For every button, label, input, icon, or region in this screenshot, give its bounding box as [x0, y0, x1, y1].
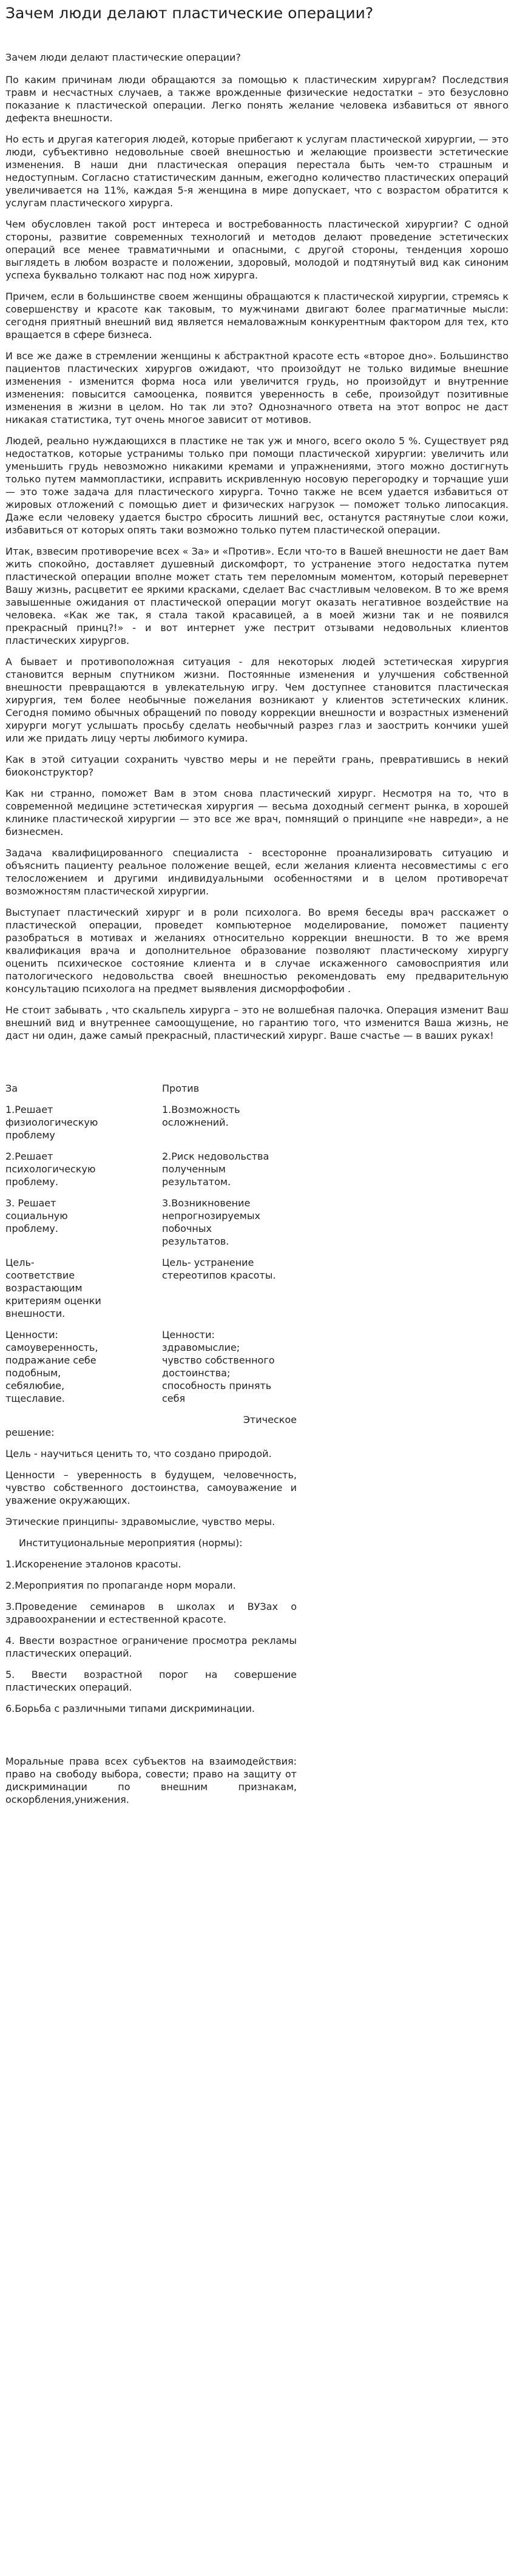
spacer — [5, 1723, 297, 1739]
ethics-title-cont: решение: — [5, 1427, 55, 1438]
header-za: За — [5, 1083, 18, 1094]
list-item: 2.Мероприятия по пропаганде норм морали. — [5, 1580, 236, 1591]
list-item: 3.Проведение семинаров в школах и ВУЗах о здравоохранении и естественной красоте. — [5, 1601, 297, 1625]
paragraph: Как ни странно, поможет Вам в этом снова пластический хирург. Несмотря на то, что в современной медицине эстетическая хирургия — весьма доходный сегмент рынка, в хорошей клинике пластической хирургии — это все же врач, помнящий о принципе «не навреди», а не бизнесмен. — [5, 788, 509, 837]
article-subtitle: Зачем люди делают пластические операции? — [5, 52, 241, 63]
paragraph: Итак, взвесим противоречие всех « За» и «Против». Если что-то в Вашей внешности не дает Вам жить спокойно, доставляет душевный дискомфорт, то устранение этого недостатка путем пластической операции вполне может стать тем переломным моментом, который перевернет Вашу жизнь, расцветит ее яркими красками, сделает Вас счастливым человеком. В то же время завышенные ожидания от пластической операции могут оказать негативное воздействие на человека. «Как же так, я стала такой красавицей, а в моей жизни так и не появился прекрасный принц?!» - и вот интернет уже пестрит отзывами недовольных клиентов пластических хирургов. — [5, 546, 509, 646]
cell-za: 1.Решает физиологическую проблему — [5, 1104, 98, 1141]
list-item: 6.Борьба с различными типами дискриминации. — [5, 1703, 255, 1714]
ethics-title: Этическое — [243, 1414, 297, 1425]
ethics-values: Ценности – уверенность в будущем, человечность, чувство собственного достоинства, самоуважение и уважение окружающих. — [5, 1469, 297, 1506]
paragraph: А бывает и противоположная ситуация - для некоторых людей эстетическая хирургия становится верным спутником жизни. Постоянные изменения и улучшения собственной внешности превращаются в увлекательную игру. Чем доступнее становится пластическая хирургия, тем более необычные пожелания возникают у клиентов эстетических клиник. Сегодня помимо обычных обращений по поводу коррекции внешности и возрастных изменений хирурги могут услышать просьбу сделать необычный разрез глаз и заострить кончики ушей или же придать лицу черты любимого кумира. — [5, 656, 509, 744]
spacer — [5, 1739, 297, 1755]
table-header-row — [5, 1082, 509, 1095]
table-row — [5, 1197, 509, 1248]
list-item: 4. Ввести возрастное ограничение просмотра рекламы пластических операций. — [5, 1635, 297, 1659]
article-page — [0, 4, 514, 1806]
page-title: Зачем люди делают пластические операции? — [5, 4, 374, 22]
table-row — [5, 1256, 509, 1320]
cell-protiv: 1.Возможность осложнений. — [162, 1104, 240, 1128]
cell-za: 2.Решает психологическую проблему. — [5, 1151, 96, 1188]
cell-za: 3. Решает социальную проблему. — [5, 1197, 68, 1234]
paragraph: По каким причинам люди обращаются за помощью к пластическим хирургам? Последствия травм и несчастных случаев, а также врожденные физические недостатки – это безусловно показание к пластической операции. Легко понять желание человека избавиться от явного дефекта внешности. — [5, 74, 509, 124]
ethics-section — [5, 1413, 297, 1806]
ethics-principles: Этические принципы- здравомыслие, чувство меры. — [5, 1516, 276, 1527]
spacer — [5, 1066, 509, 1082]
paragraph: Не стоит забывать , что скальпель хирурга – это не волшебная палочка. Операция изменит Ваш внешний вид и внутреннее самоощущение, но гарантию того, что изменится Ваша жизнь, не даст ни один, даже самый прекрасный, пластический хирург. Ваше счастье — в ваших руках! — [5, 1004, 509, 1041]
list-item: 5. Ввести возрастной порог на совершение пластических операций. — [5, 1669, 297, 1693]
cell-protiv: Ценности: здравомыслие; чувство собственного достоинства; способность принять себя — [162, 1329, 275, 1404]
moral-rights: Моральные права всех субъектов на взаимодействия: право на свободу выбора, совести; право на защиту от дискриминации по внешним признакам, оскорбления,унижения. — [5, 1756, 297, 1805]
table-row — [5, 1103, 509, 1141]
cell-protiv: 2.Риск недовольства полученным результатом. — [162, 1151, 269, 1188]
paragraph: Как в этой ситуации сохранить чувство меры и не перейти грань, превратившись в некий биоконструктор? — [5, 754, 509, 778]
spacer — [5, 1050, 509, 1066]
cell-za: Цель- соответствие возрастающим критериям оценки внешности. — [5, 1257, 101, 1319]
measures-title: Институциональные мероприятия (нормы): — [19, 1537, 243, 1549]
paragraph: Задача квалифицированного специалиста - всесторонне проанализировать ситуацию и объяснить пациенту реальное положение вещей, если желания клиента несовместимы с его телосложением и другими индивидуальными особенностями и в целом противоречат возможностям пластической хирургии. — [5, 847, 509, 897]
cell-za: Ценности: самоуверенность, подражание себе подобным, себялюбие, тщеславие. — [5, 1329, 98, 1404]
paragraph: Но есть и другая категория людей, которые прибегают к услугам пластической хирургии, — это люди, субъективно недовольные своей внешностью и желающие произвести эстетические изменения. В наши дни пластическая операция перестала быть чем-то страшным и недоступным. Согласно статистическим данным, ежегодно количество пластических операций увеличивается на 11%, каждая 5-я женщина в мире допускает, что с возрастом обратится к услугам пластического хирурга. — [5, 134, 509, 209]
table-row — [5, 1328, 509, 1405]
ethics-goal: Цель - научиться ценить то, что создано природой. — [5, 1448, 272, 1459]
pros-cons-table — [5, 1082, 509, 1405]
paragraph: Выступает пластический хирург и в роли психолога. Во время беседы врач расскажет о пластической операции, проведет компьютерное моделирование, поможет пациенту разобраться в мотивах и желаниях относительно коррекции внешности. В то же время квалификация врача и дополнительное образование позволяют пластическому хирургу оценить психическое состояние клиента и в случае искаженного самовосприятия или патологического недовольства своей внешностью рекомендовать ему предварительную консультацию психолога на предмет выявления дисморфофобии . — [5, 907, 509, 995]
cell-protiv: Цель- устранение стереотипов красоты. — [162, 1257, 276, 1281]
paragraph: Людей, реально нуждающихся в пластике не так уж и много, всего около 5 %. Существует ряд недостатков, которые устранимы только при помощи пластической хирургии: увеличить или уменьшить грудь невозможно никакими кремами и упражнениями, этого можно достигнуть только путем маммопластики, исправить искривленную носовую перегородку и торчащие уши — это тоже задача для пластического хирурга. Точно также не всем удается избавиться от жировых отложений с помощью диет и физических нагрузок — поможет только липосакция. Даже если человеку удается быстро сбросить лишний вес, останутся растянутые слои кожи, избавиться от которых опять таки возможно только путем пластической операции. — [5, 435, 509, 536]
header-protiv: Против — [162, 1083, 200, 1094]
cell-protiv: 3.Возникновение непрогнозируемых побочных результатов. — [162, 1197, 260, 1247]
paragraph: Причем, если в большинстве своем женщины обращаются к пластической хирургии, стремясь к совершенству и красоте как таковым, то мужчинами двигают более прагматичные мысли: сегодня приятный внешний вид является немаловажным конкурентным фактором для тех, кто вращается в сфере бизнеса. — [5, 291, 509, 340]
list-item: 1.Искоренение эталонов красоты. — [5, 1558, 181, 1570]
paragraph: Чем обусловлен такой рост интереса и востребованность пластической хирургии? С одной стороны, развитие современных технологий и методов делают проведение эстетических операций все менее травматичными и опасными, с другой стороны, тенденция хорошо выглядеть в любом возрасте и положении, здоровый, молодой и подтянутый вид как синоним успеха буквально толкают нас под нож хирурга. — [5, 218, 509, 281]
measures-list — [5, 1536, 297, 1715]
paragraph: И все же даже в стремлении женщины к абстрактной красоте есть «второе дно». Большинство пациентов пластических хирургов ожидают, что произойдут не только видимые внешние изменения - изменится форма носа или увеличится грудь, но произойдут и внутренние изменения: повысится самооценка, появится уверенность в себе, произойдут позитивные изменения в жизни в целом. Но так ли это? Однозначного ответа на этот вопрос не даст никакая статистика, тут очень многое зависит от мотивов. — [5, 350, 509, 425]
table-row — [5, 1150, 509, 1188]
